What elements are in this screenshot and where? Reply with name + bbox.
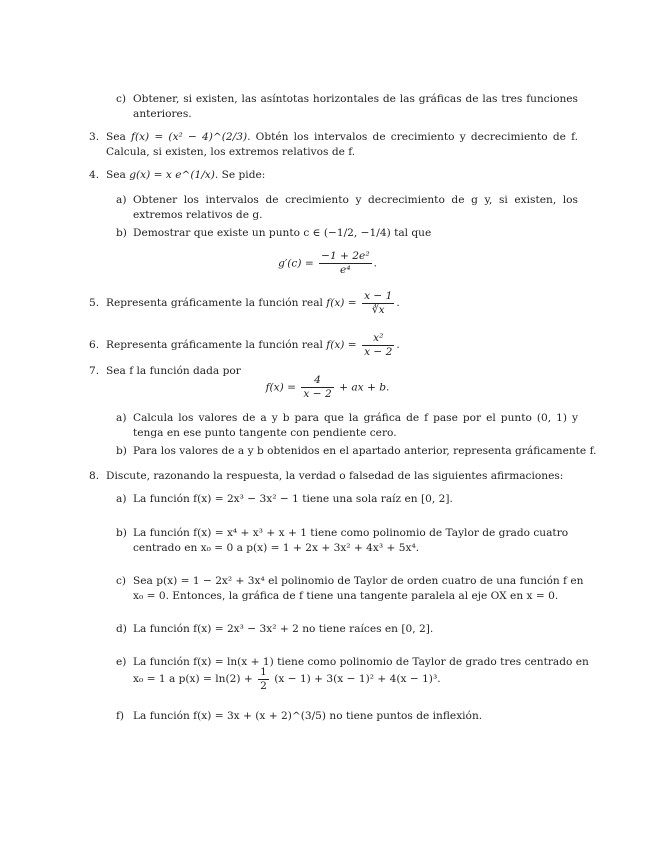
item-label: b) <box>116 227 127 239</box>
item-text-line1: La función f(x) = ln(x + 1) tiene como polinomio de Taylor de grado tres centrado en <box>133 656 589 668</box>
item-text: Calcula los valores de a y b para que la gráfica de f pase por el punto (0, 1) y tenga en ese punto tangente con pendiente cero. <box>133 412 578 439</box>
item-label: a) <box>116 412 127 424</box>
equation-rhs: + ax + b. <box>339 381 390 394</box>
equation-lhs: f(x) = <box>326 297 357 309</box>
equation-end: . <box>373 257 377 270</box>
problem-6-text <box>106 331 400 359</box>
fraction-denominator: x − 2 <box>364 345 393 358</box>
fraction <box>258 666 269 693</box>
item-label: a) <box>116 493 127 505</box>
item-text-line1: Sea p(x) = 1 − 2x² + 3x⁴ el polinomio de Taylor de orden cuatro de una función f en <box>133 575 584 587</box>
item-label: d) <box>116 623 127 635</box>
item-text: Obtener los intervalos de crecimiento y decrecimiento de g y, si existen, los extremos relativos de g. <box>133 194 578 221</box>
item-label: c) <box>116 575 127 587</box>
equation-end: . <box>396 297 400 309</box>
problem-8-text: Discute, razonando la respuesta, la verdad o falsedad de las siguientes afirmaciones: <box>106 470 564 482</box>
fraction-numerator: −1 + 2e² <box>321 250 370 262</box>
item-label: c) <box>116 93 127 105</box>
item-text: Demostrar que existe un punto c ∈ (−1/2, −1/4) tal que <box>133 227 432 239</box>
item-text: Obtener, si existen, las asíntotas horizontales de las gráficas de las tres funciones anteriores. <box>133 93 578 120</box>
fraction-numerator: 1 <box>260 665 267 678</box>
fraction <box>362 290 394 317</box>
item-text: La función f(x) = 3x + (x + 2)^(3/5) no tiene puntos de inflexión. <box>133 710 483 722</box>
problem-number: 6. <box>89 339 100 351</box>
problem-3-function: f(x) = (x² − 4)^(2/3) <box>131 131 248 143</box>
problem-4-post: . Se pide: <box>214 169 266 181</box>
item-text-line2: centrado en x₀ = 0 a p(x) = 1 + 2x + 3x² + 4x³ + 5x⁴. <box>133 542 420 554</box>
item-text-line2: x₀ = 0. Entonces, la gráfica de f tiene una tangente paralela al eje OX en x = 0. <box>133 590 559 602</box>
item-text-line2a: x₀ = 1 a p(x) = ln(2) + <box>133 673 253 685</box>
problem-3-text <box>106 130 578 160</box>
fraction-numerator: x² <box>373 331 384 344</box>
item-label: f) <box>116 710 125 722</box>
fraction-denominator: x − 2 <box>303 388 332 400</box>
item-text: La función f(x) = 2x³ − 3x² − 1 tiene una sola raíz en [0, 2]. <box>133 493 453 505</box>
fraction <box>319 250 371 277</box>
fraction <box>362 332 394 359</box>
equation-lhs: f(x) = <box>326 339 357 351</box>
fraction-numerator: x − 1 <box>364 289 393 302</box>
equation-end: . <box>396 339 400 351</box>
equation-lhs: g′(c) = <box>278 257 314 270</box>
problem-number: 5. <box>89 297 100 309</box>
problem-5-text <box>106 289 400 317</box>
fraction-denominator: ∛x <box>362 303 394 317</box>
item-text: Para los valores de a y b obtenidos en el apartado anterior, representa gráficamente f. <box>133 445 597 457</box>
problem-7-text: Sea f la función dada por <box>106 365 241 377</box>
problem-4-pre: Sea <box>106 169 126 181</box>
equation-g-prime <box>0 250 655 277</box>
fraction <box>301 374 333 401</box>
problem-5-body: Representa gráficamente la función real <box>106 297 323 309</box>
problem-3-body: . Obtén los intervalos de crecimiento y decrecimiento de f. Calcula, si existen, los extremos relativos de f. <box>106 131 578 158</box>
problem-4-text <box>106 168 265 183</box>
problem-6-body: Representa gráficamente la función real <box>106 339 323 351</box>
item-label: e) <box>116 656 127 668</box>
item-text-line1: La función f(x) = x⁴ + x³ + x + 1 tiene como polinomio de Taylor de grado cuatro <box>133 527 569 539</box>
item-text-line2b: (x − 1) + 3(x − 1)² + 4(x − 1)³. <box>274 673 441 685</box>
fraction-numerator: 4 <box>314 374 321 386</box>
item-label: b) <box>116 445 127 457</box>
problem-number: 7. <box>89 365 100 377</box>
item-label: b) <box>116 527 127 539</box>
fraction-denominator: 2 <box>260 679 267 692</box>
problem-number: 8. <box>89 470 100 482</box>
problem-3-pre: Sea <box>106 131 126 143</box>
problem-4-function: g(x) = x e^(1/x) <box>129 169 215 181</box>
fraction-denominator: e⁴ <box>319 263 371 277</box>
item-label: a) <box>116 194 127 206</box>
problem-number: 3. <box>89 131 100 143</box>
problem-number: 4. <box>89 169 100 181</box>
equation-lhs: f(x) = <box>265 381 297 394</box>
item-text-line2 <box>133 665 441 693</box>
item-text: La función f(x) = 2x³ − 3x² + 2 no tiene raíces en [0, 2]. <box>133 623 434 635</box>
equation-f <box>0 374 655 401</box>
